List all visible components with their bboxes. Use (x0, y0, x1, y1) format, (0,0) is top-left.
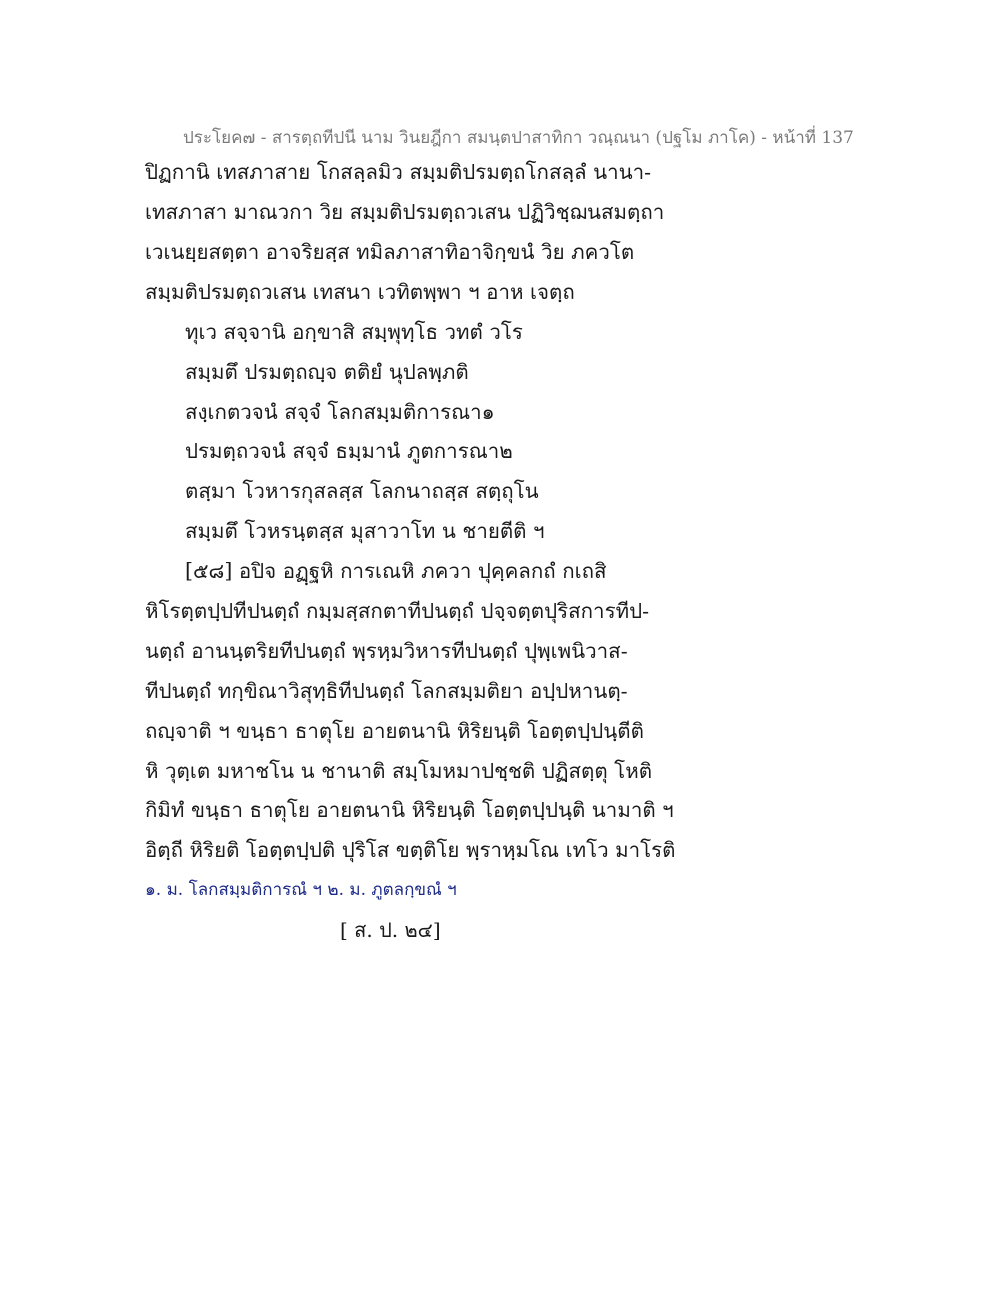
text-line: สมฺมติปรมตฺถวเสน เทสนา เวทิตพฺพา ฯ อาห เจตฺถ (145, 280, 575, 304)
page-header: ประโยค๗ - สารตฺถทีปนี นาม วินยฎีกา สมนฺตปาสาทิกา วณฺณนา (ปฐโม ภาโค) - หน้าที่ 137 (183, 128, 854, 148)
verse-line: ปรมตฺถวจนํ สจฺจํ ธมฺมานํ ภูตการณา๒ (185, 439, 513, 463)
text-line: กิมิทํ ขนฺธา ธาตุโย อายตนานิ หิริยนฺติ โอตฺตปฺปนฺติ นามาติ ฯ (145, 798, 674, 822)
text-line: ปิฏกานิ เทสภาสาย โกสลฺลมิว สมฺมติปรมตฺถโกสลฺลํ นานา- (145, 160, 652, 184)
page-reference: [ ส. ป. ๒๔] (340, 918, 441, 942)
text-line: หิโรตฺตปฺปทีปนตฺถํ กมฺมสฺสกตาทีปนตฺถํ ปจฺจตฺตปุริสการทีป- (145, 599, 650, 623)
text-line: ถญฺจาติ ฯ ขนฺธา ธาตุโย อายตนานิ หิริยนฺติ โอตฺตปฺปนฺตีติ (145, 719, 644, 743)
text-line: ทีปนตฺถํ ทกฺขิณาวิสุทฺธิทีปนตฺถํ โลกสมฺมติยา อปฺปหานตฺ- (145, 679, 628, 703)
text-line: นตฺถํ อานนฺตริยทีปนตฺถํ พฺรหฺมวิหารทีปนตฺถํ ปุพฺเพนิวาส- (145, 639, 628, 663)
verse-line: ทุเว สจฺจานิ อกฺขาสิ สมฺพุทฺโธ วทตํ วโร (185, 320, 523, 344)
verse-line: สมฺมตึ ปรมตฺถญฺจ ตติยํ นุปลพฺภติ (185, 360, 469, 384)
verse-line: สมฺมตึ โวหรนฺตสฺส มุสาวาโท น ชายตีติ ฯ (185, 519, 545, 543)
paragraph-start: [๕๘] อปิจ อฏฺฐหิ การเณหิ ภควา ปุคฺคลกถํ กเถสิ (185, 559, 607, 583)
text-line: เวเนยฺยสตฺตา อาจริยสฺส ทมิลภาสาทิอาจิกฺขนํ วิย ภควโต (145, 240, 635, 264)
verse-line: สงฺเกตวจนํ สจฺจํ โลกสมฺมติการณา๑ (185, 400, 495, 424)
footnote: ๑. ม. โลกสมฺมติการณํ ฯ ๒. ม. ภูตลกฺขณํ ฯ (145, 880, 457, 900)
text-line: อิตฺถี หิริยติ โอตฺตปฺปติ ปุริโส ขตฺติโย พฺราหฺมโณ เทโว มาโรติ (145, 838, 676, 862)
text-line: เทสภาสา มาณวกา วิย สมฺมติปรมตฺถวเสน ปฏิวิชฺฌนสมตฺถา (145, 200, 665, 224)
verse-line: ตสฺมา โวหารกุสลสฺส โลกนาถสฺส สตฺถุโน (185, 479, 539, 503)
text-line: หิ วุตฺเต มหาชโน น ชานาติ สมฺโมหมาปชฺชติ ปฏิสตฺตุ โหติ (145, 759, 653, 783)
